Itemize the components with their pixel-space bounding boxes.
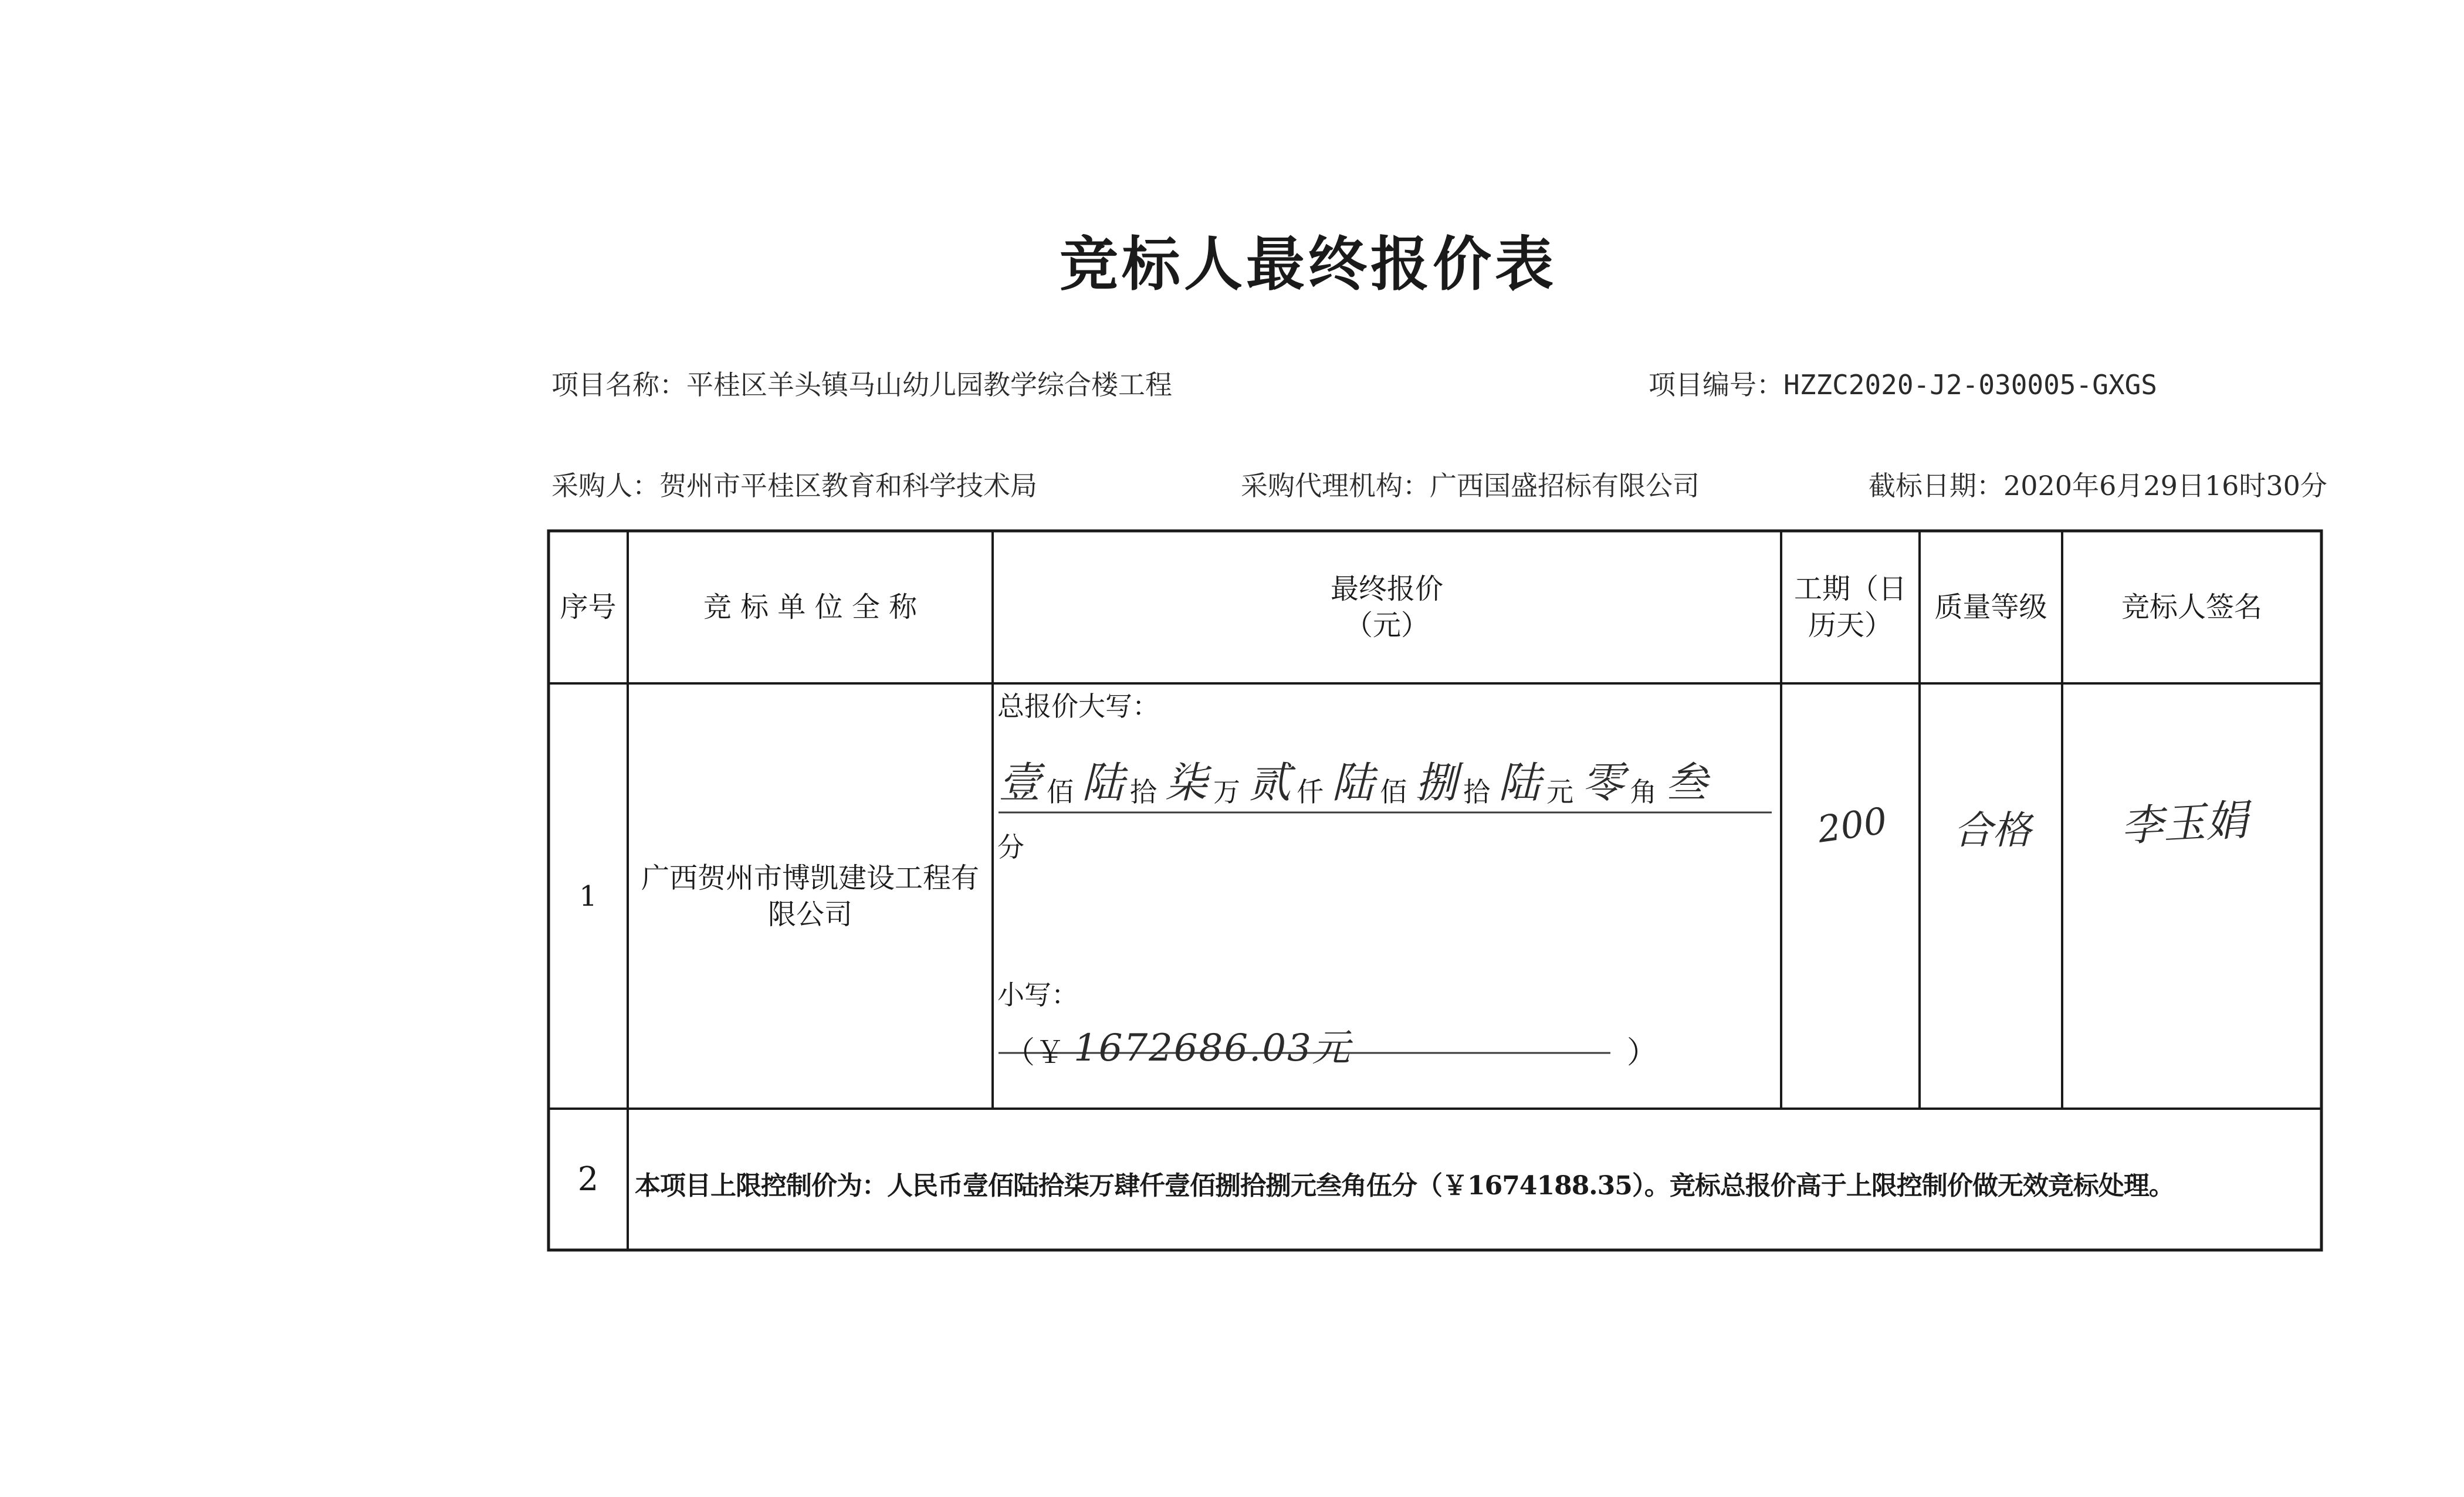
upper-amount <box>999 758 1713 810</box>
page-title: 竞标人最终报价表 <box>1060 230 1557 299</box>
header-price <box>993 531 1781 683</box>
project-no-label: 项目编号： <box>1649 369 1783 401</box>
upper-digit-2: 陆 <box>1082 758 1125 807</box>
header-period-line2: 历天） <box>1808 609 1893 642</box>
upper-digit-1: 壹 <box>999 758 1041 807</box>
upper-unit-5: 佰 <box>1380 776 1407 808</box>
agency: 广西国盛招标有限公司 <box>1430 470 1700 502</box>
row1-bidder-line2: 限公司 <box>767 897 852 931</box>
upper-last-unit: 分 <box>997 831 1024 863</box>
row2-seq: 2 <box>577 1160 599 1198</box>
row1-quality: 合格 <box>1954 808 2031 853</box>
lower-value: 1672686.03元 <box>1074 1027 1351 1070</box>
header-quality: 质量等级 <box>1934 591 2047 624</box>
upper-digit-3: 柒 <box>1165 758 1208 807</box>
row1-signature: 李玉娟 <box>2120 795 2249 851</box>
upper-digit-5: 陆 <box>1332 758 1375 807</box>
lower-amount <box>1004 1018 1657 1072</box>
upper-unit-8: 角 <box>1630 776 1657 808</box>
total-upper-label: 总报价大写： <box>997 690 1159 722</box>
header-period <box>1781 531 1920 683</box>
project-name: 平桂区羊头镇马山幼儿园教学综合楼工程 <box>686 369 1172 401</box>
upper-digit-7: 陆 <box>1498 758 1541 807</box>
row1-bidder-line1: 广西贺州市博凯建设工程有 <box>641 861 979 895</box>
upper-unit-6: 拾 <box>1463 776 1491 808</box>
row1-bidder <box>628 683 993 1109</box>
purchaser-label: 采购人： <box>551 470 659 502</box>
lower-label: 小写： <box>997 979 1078 1011</box>
header-price-line1: 最终报价 <box>1330 573 1443 605</box>
project-name-label: 项目名称： <box>551 369 686 401</box>
header-price-line2: （元） <box>1344 609 1429 642</box>
upper-unit-1: 佰 <box>1047 776 1074 808</box>
upper-unit-4: 仟 <box>1297 776 1324 808</box>
upper-digit-4: 贰 <box>1248 758 1291 807</box>
header-seq: 序号 <box>560 591 617 624</box>
lower-open: （￥ <box>1004 1035 1066 1071</box>
deadline-label: 截标日期： <box>1869 470 2003 502</box>
row1-period: 200 <box>1815 799 1890 851</box>
header-bidder: 竞 标 单 位 全 称 <box>703 591 918 624</box>
upper-unit-3: 万 <box>1213 776 1241 808</box>
purchaser: 贺州市平桂区教育和科学技术局 <box>659 470 1037 502</box>
row1-seq: 1 <box>579 879 597 913</box>
upper-digit-6: 捌 <box>1415 758 1458 807</box>
upper-unit-7: 元 <box>1546 776 1574 808</box>
lower-close: ） <box>1626 1035 1657 1071</box>
upper-digit-8: 零 <box>1582 758 1624 807</box>
header-signature: 竞标人签名 <box>2121 591 2262 624</box>
upper-unit-2: 拾 <box>1130 776 1157 808</box>
row2-note: 本项目上限控制价为：人民币壹佰陆拾柒万肆仟壹佰捌拾捌元叁角伍分（￥1674188.35）。竞标总报价高于上限控制价做无效竞标处理。 <box>635 1171 2174 1201</box>
upper-digit-9: 叁 <box>1665 758 1708 807</box>
agency-label: 采购代理机构： <box>1241 470 1430 502</box>
project-no: HZZC2020-J2-030005-GXGS <box>1783 369 2157 401</box>
deadline: 2020年6月29日16时30分 <box>2003 470 2327 502</box>
header-period-line1: 工期（日 <box>1793 573 1907 605</box>
